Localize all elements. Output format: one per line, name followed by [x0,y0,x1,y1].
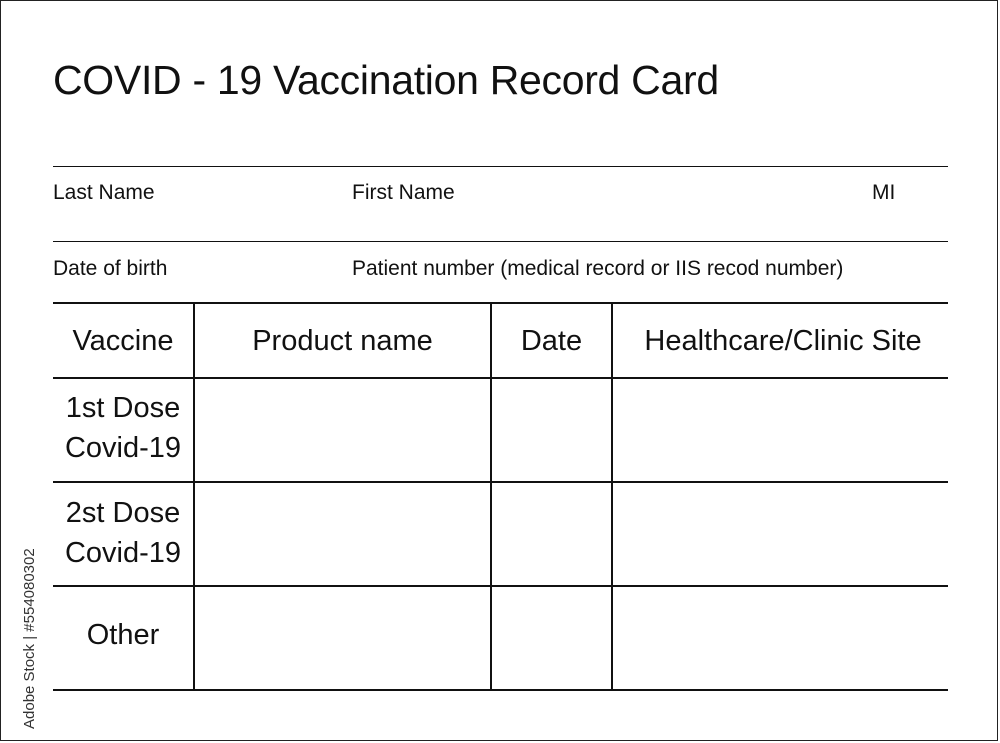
product-name-cell[interactable] [195,587,490,689]
row-label-other [53,615,193,655]
name-line-bottom [53,241,948,242]
row-label-line: Covid-19 [64,432,182,464]
first-name-label: First Name [352,181,455,204]
row-label-line: 1st Dose [65,392,181,424]
table-top-border [53,302,948,304]
patient-number-label: Patient number (medical record or IIS recod number) [352,257,844,280]
healthcare-site-cell[interactable] [613,483,948,585]
row-label-dose-1 [53,388,193,468]
date-of-birth-label: Date of birth [53,257,168,280]
table-bottom-border [53,689,948,691]
header-product-name: Product name [252,325,433,357]
row-label-line: Covid-19 [64,537,182,569]
product-name-cell[interactable] [195,483,490,585]
healthcare-site-cell[interactable] [613,379,948,481]
stock-watermark: Adobe Stock | #554080302 [21,548,38,729]
date-cell[interactable] [492,587,611,689]
last-name-label: Last Name [53,181,155,204]
card-title: COVID - 19 Vaccination Record Card [53,57,719,103]
mi-label: MI [872,181,896,204]
header-date: Date [520,325,583,357]
date-cell[interactable] [492,483,611,585]
header-vaccine: Vaccine [72,325,174,357]
header-healthcare-site: Healthcare/Clinic Site [644,325,922,357]
product-name-cell[interactable] [195,379,490,481]
name-line-top [53,166,948,167]
row-label-dose-2 [53,493,193,573]
date-cell[interactable] [492,379,611,481]
row-label-line: 2st Dose [65,497,181,529]
healthcare-site-cell[interactable] [613,587,948,689]
row-label-line: Other [86,619,160,651]
